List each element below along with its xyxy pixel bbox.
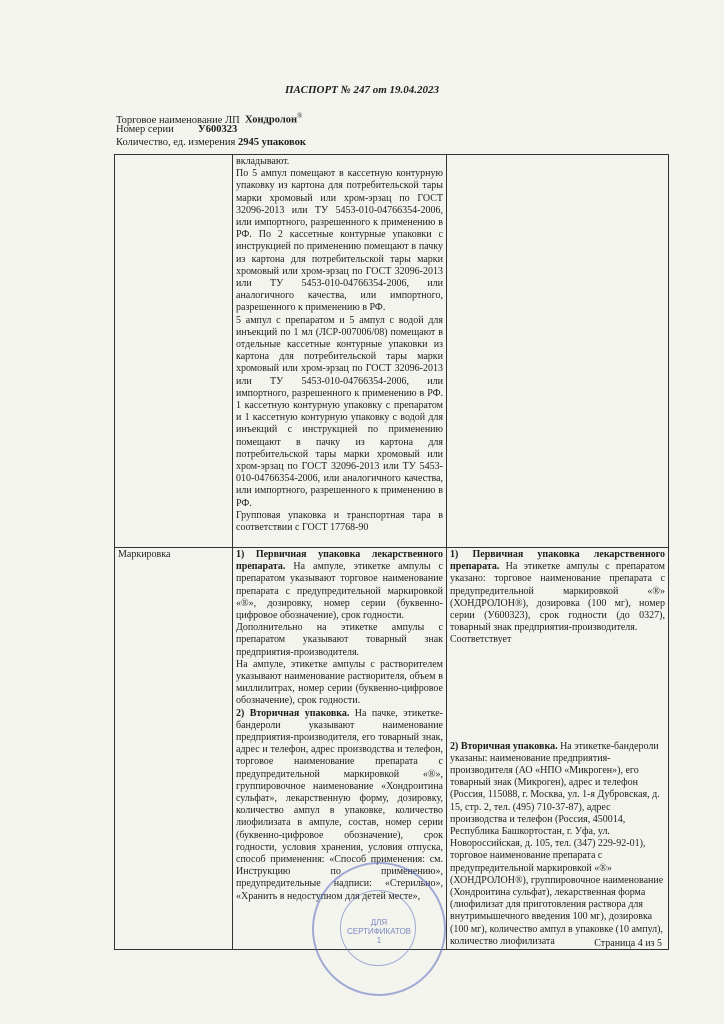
req-secondary-heading: 2) Вторичная упаковка.: [236, 707, 350, 719]
series-label: Номер серии: [116, 124, 174, 135]
req-secondary: [236, 708, 443, 903]
table-row-packaging: [115, 155, 669, 548]
res-primary-heading: 1) Первичная упаковка лекарственного препарата.: [450, 549, 665, 573]
table-row-marking: [115, 548, 669, 950]
res-secondary: [450, 741, 665, 948]
stamp-text-mid: СЕРТИФИКАТОВ: [346, 927, 411, 936]
res-secondary-text: На этикетке-бандероли указаны: наименование предприятия-производителя (АО «НПО «Микроген»), его товарный знак (Микроген), адрес и телефон (Россия, 115088, г. Москва, ул. 1-я Дубровская, д. 15, стр. 2, тел. (495) 710-37-87), адрес производства и телефон (Россия, 450014, Республика Башкортостан, г. Уфа, ул. Новороссийская, д. 105, тел. (347) 229-92-01), торговое наименование препарата с предупредительной маркировкой «®» (ХОНДРОЛОН®), группировочное наименование (Хондроитина сульфат), лекарственная форма (лиофилизат для приготовления раствора для внутримышечного введения 100 мг), дозировка (100 мг), количество ампул в упаковке (10 ампул), количество лиофилизата: [450, 740, 664, 947]
req-secondary-text: На пачке, этикетке-бандероли указывают наименование предприятия-производителя, его товарный знак, адрес и телефон, адрес производства и телефон, торговое наименование препарата с предупредительной маркировкой «®», группировочное наименование «Хондроитина сульфат», лекарственную форму, дозировку, количество ампул в упаковке, количество лиофилизата в ампуле, состав, номер серии (буквенно-цифровое обозначение), срок годности, условия хранения, условия отпуска, способ применения: «Способ применения: см. Инструкцию по применению», предупредительные надписи: «Стерильно», «Хранить в недоступном для детей месте»,: [236, 707, 444, 902]
trade-name-reg: ®: [297, 112, 303, 120]
page-number: Страница 4 из 5: [594, 938, 662, 949]
res-primary-text: На этикетке ампулы с препаратом указано: торговое наименование препарата с предупредительной маркировкой «®» (ХОНДРОЛОН®), дозировка (100 мг), номер серии (У600323), срок годности (до 0327), товарный знак предприятия-производителя.: [450, 561, 665, 634]
quantity-value: 2945 упаковок: [237, 137, 306, 148]
series-line: [116, 123, 237, 136]
packaging-text-0: вкладывают.: [236, 156, 290, 167]
packaging-text-1: По 5 ампул помещают в кассетную контурную упаковку из картона для потребительской тары марки хромовый или хром-эрзац по ГОСТ 32096-2013 или ТУ 5453-010-04766354-2006, или импортного, разрешенного к применению в РФ. По 2 кассетные контурные упаковки с инструкцией по применению помещают в пачку из картона для потребительской тары марки хромовый или хром-эрзац по ГОСТ 32096-2013 или ТУ 5453-010-04766354-2006, или аналогичного качества, или импортного, разрешенного к применению в РФ.: [236, 168, 443, 314]
res-secondary-heading: 2) Вторичная упаковка.: [450, 740, 558, 752]
row1-col1-cell: [115, 155, 233, 548]
marking-results-cell: [447, 548, 669, 950]
quantity-line: [116, 136, 306, 149]
req-solvent: На ампуле, этикетке ампулы с растворителем указывают наименование растворителя, объем в миллилитрах, номер серии (буквенно-цифровое обозначение), срок годности.: [236, 658, 443, 707]
row1-col2-cell: [233, 155, 447, 548]
passport-table: [114, 154, 669, 950]
row1-col3-cell: [447, 155, 669, 548]
stamp-text-top: ДЛЯ: [370, 918, 388, 927]
series-value: У600323: [198, 124, 238, 135]
trade-name-value: Хондролон: [245, 114, 298, 126]
marking-label-cell: Маркировка: [115, 548, 233, 950]
marking-requirements-cell: [233, 548, 447, 950]
req-primary: [236, 549, 443, 622]
req-primary-heading: 1) Первичная упаковка лекарственного препарата.: [236, 549, 443, 573]
passport-title: ПАСПОРТ № 247 от 19.04.2023: [284, 84, 440, 96]
res-conforms: Соответствует: [450, 634, 512, 646]
res-primary: [450, 549, 665, 634]
req-additional: Дополнительно на этикетке ампулы с препаратом указывают товарный знак предприятия-производителя.: [236, 622, 443, 658]
req-primary-text: На ампуле, этикетке ампулы с препаратом указывают торговое наименование препарата с предупредительной маркировкой «®», дозировку, номер серии (буквенно-цифровое обозначение), срок годности.: [236, 561, 443, 622]
packaging-text-3: Групповая упаковка и транспортная тара в соответствии с ГОСТ 17768-90: [236, 509, 443, 534]
res-spacer: [450, 647, 665, 741]
trade-name-label: Торговое наименование ЛП: [116, 114, 240, 126]
quantity-label: Количество, ед. измерения: [116, 137, 236, 148]
packaging-text-2: 5 ампул с препаратом и 5 ампул с водой для инъекций по 1 мл (ЛСР-007006/08) помещают в отдельные кассетные контурные упаковки из картона для потребительской тары марки хромовый или хром-эрзац по ГОСТ 32096-2013 или ТУ 5453-010-04766354-2006, или импортного, разрешенного к применению в РФ. 1 кассетную контурную упаковку с препаратом и 1 кассетную контурную упаковку с водой для инъекций с инструкцией по применению помещают в пачку из картона для потребительской тары марки хромовый или хром-эрзац по ГОСТ 32096-2013 или ТУ 5453-010-04766354-2006, или аналогичного качества, или импортного, разрешенного к применению в РФ.: [236, 314, 443, 509]
stamp-text-num: 1: [376, 936, 382, 945]
